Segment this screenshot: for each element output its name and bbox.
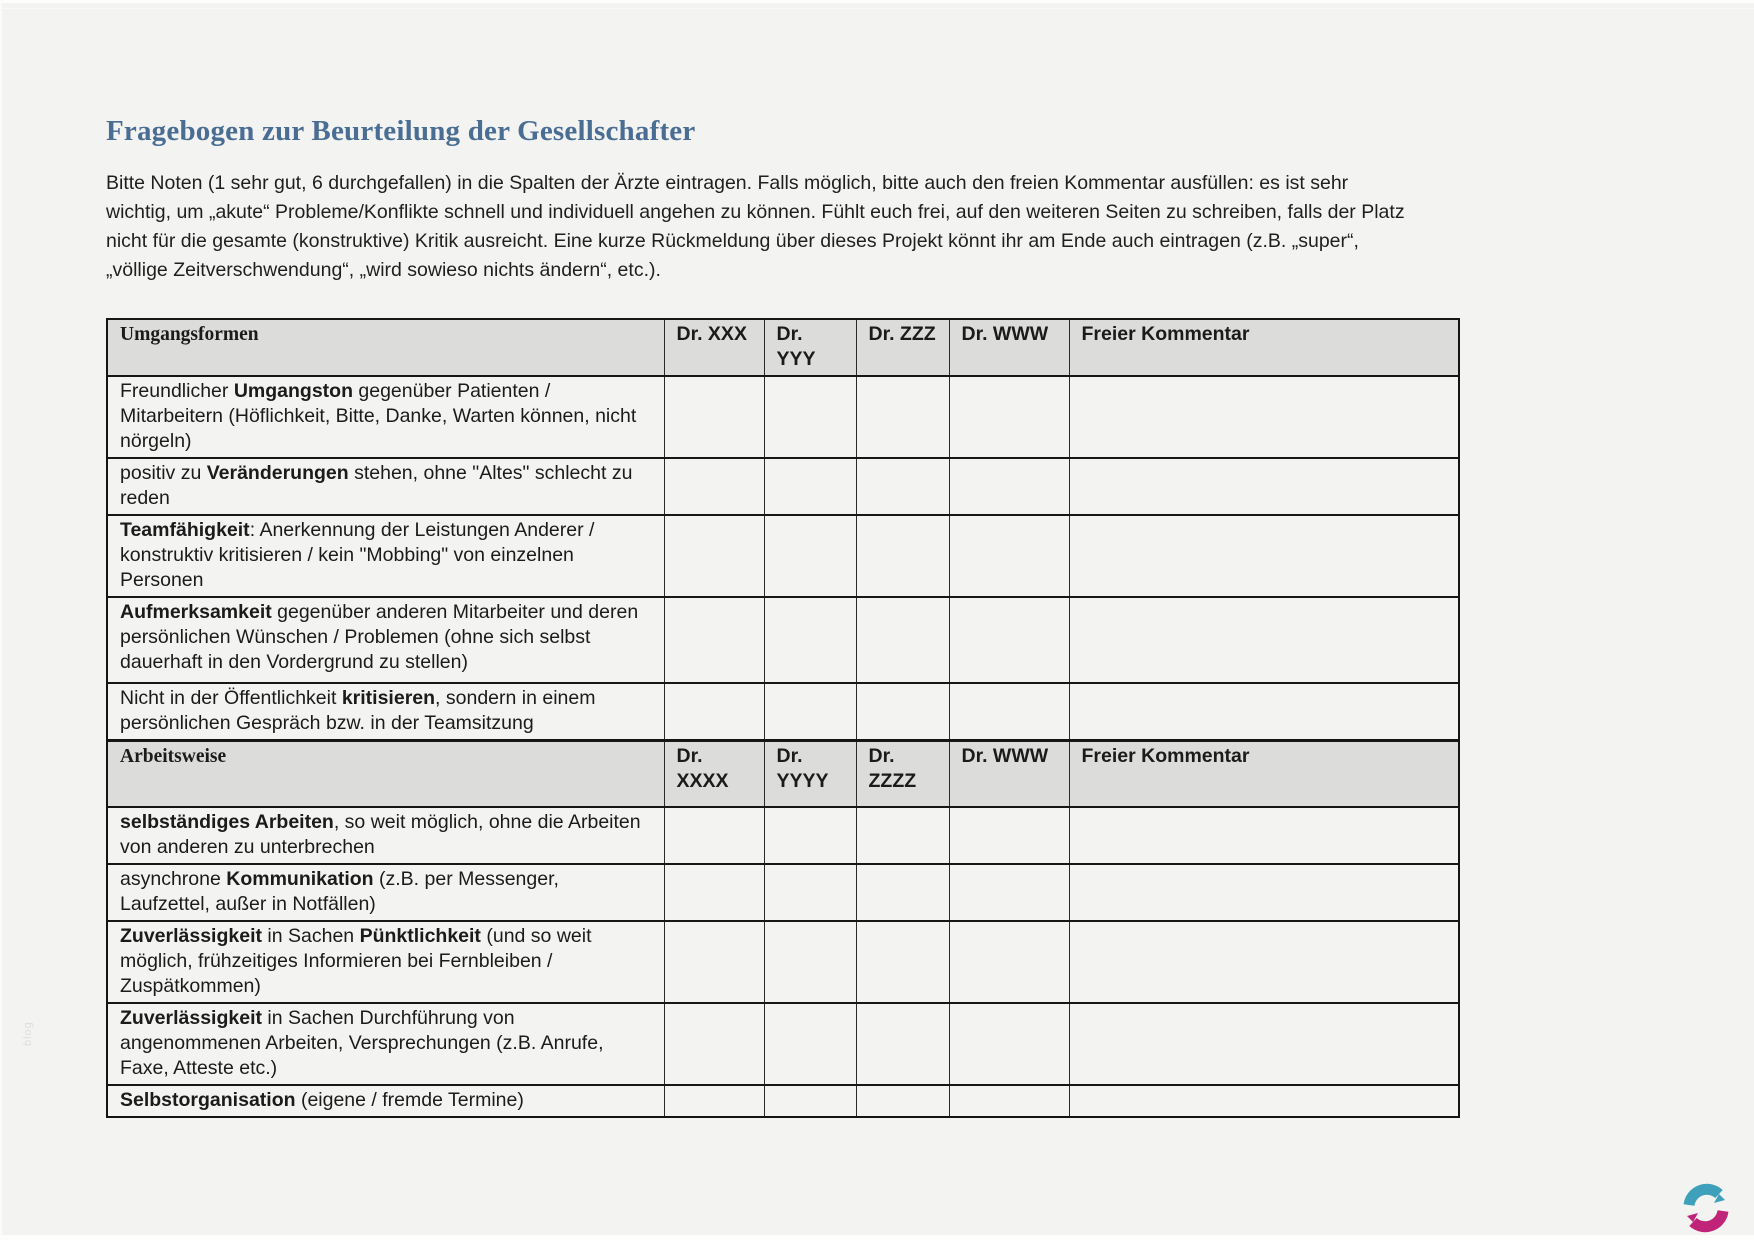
umgangsformen-table <box>106 318 1460 741</box>
comment-cell <box>1069 458 1459 515</box>
grade-cell <box>949 807 1069 864</box>
grade-cell <box>664 807 764 864</box>
arbeitsweise-table <box>106 740 1460 1118</box>
grade-cell <box>949 515 1069 597</box>
table-header-row <box>107 741 1459 807</box>
column-header-dr2: Dr. YYYY <box>764 741 856 807</box>
grade-cell <box>664 458 764 515</box>
criterion-text: asynchrone Kommunikation (z.B. per Messenger, Laufzettel, außer in Notfällen) <box>107 864 664 921</box>
column-header-dr4: Dr. WWW <box>949 741 1069 807</box>
grade-cell <box>856 458 949 515</box>
column-header-dr1: Dr. XXX <box>664 319 764 376</box>
grade-cell <box>949 864 1069 921</box>
criterion-text: Aufmerksamkeit gegenüber anderen Mitarbeiter und deren persönlichen Wünschen / Problemen (ohne sich selbst dauerhaft in den Vordergrund zu stellen) <box>107 597 664 683</box>
criterion-text: Selbstorganisation (eigene / fremde Termine) <box>107 1085 664 1117</box>
criterion-text: Freundlicher Umgangston gegenüber Patienten / Mitarbeitern (Höflichkeit, Bitte, Danke, Warten können, nicht nörgeln) <box>107 376 664 458</box>
grade-cell <box>856 864 949 921</box>
criterion-text: Nicht in der Öffentlichkeit kritisieren, sondern in einem persönlichen Gespräch bzw. in der Teamsitzung <box>107 683 664 740</box>
grade-cell <box>949 1003 1069 1085</box>
column-header-dr3: Dr. ZZZ <box>856 319 949 376</box>
grade-cell <box>664 376 764 458</box>
table-row <box>107 864 1459 921</box>
criterion-text: Teamfähigkeit: Anerkennung der Leistungen Anderer / konstruktiv kritisieren / kein "Mobbing" von einzelnen Personen <box>107 515 664 597</box>
page-title: Fragebogen zur Beurteilung der Gesellschafter <box>106 115 696 148</box>
comment-cell <box>1069 597 1459 683</box>
watermark-text: blog <box>22 1021 34 1046</box>
section-title-umgangsformen: Umgangsformen <box>107 319 664 376</box>
grade-cell <box>949 921 1069 1003</box>
table-header-row <box>107 319 1459 376</box>
comment-cell <box>1069 1085 1459 1117</box>
table-row <box>107 515 1459 597</box>
column-header-kommentar: Freier Kommentar <box>1069 319 1459 376</box>
grade-cell <box>949 683 1069 740</box>
grade-cell <box>664 1003 764 1085</box>
grade-cell <box>764 458 856 515</box>
grade-cell <box>664 1085 764 1117</box>
grade-cell <box>764 1003 856 1085</box>
grade-cell <box>856 376 949 458</box>
table-row <box>107 1085 1459 1117</box>
grade-cell <box>764 807 856 864</box>
grade-cell <box>764 1085 856 1117</box>
table-row <box>107 376 1459 458</box>
section-title-arbeitsweise: Arbeitsweise <box>107 741 664 807</box>
grade-cell <box>856 921 949 1003</box>
table-row <box>107 921 1459 1003</box>
swirl-logo-icon <box>1681 1183 1731 1233</box>
criterion-text: positiv zu Veränderungen stehen, ohne "Altes" schlecht zu reden <box>107 458 664 515</box>
grade-cell <box>664 515 764 597</box>
grade-cell <box>949 458 1069 515</box>
intro-paragraph: Bitte Noten (1 sehr gut, 6 durchgefallen) in die Spalten der Ärzte eintragen. Falls möglich, bitte auch den freien Kommentar ausfüllen: es ist sehr wichtig, um „akute“ Probleme/Konflikte schnell und individuell angehen zu können. Fühlt euch frei, auf den weiteren Seiten zu schreiben, falls der Platz nicht für die gesamte (konstruktive) Kritik ausreicht. Eine kurze Rückmeldung über dieses Projekt könnt ihr am Ende auch eintragen (z.B. „super“, „völlige Zeitverschwendung“, „wird sowieso nichts ändern“, etc.). <box>106 171 1405 281</box>
grade-cell <box>949 597 1069 683</box>
grade-cell <box>949 1085 1069 1117</box>
grade-cell <box>949 376 1069 458</box>
comment-cell <box>1069 1003 1459 1085</box>
criterion-text: Zuverlässigkeit in Sachen Durchführung von angenommenen Arbeiten, Versprechungen (z.B. Anrufe, Faxe, Atteste etc.) <box>107 1003 664 1085</box>
grade-cell <box>764 683 856 740</box>
grade-cell <box>764 515 856 597</box>
grade-cell <box>764 921 856 1003</box>
grade-cell <box>764 864 856 921</box>
table-row <box>107 597 1459 683</box>
comment-cell <box>1069 921 1459 1003</box>
column-header-dr2: Dr. YYY <box>764 319 856 376</box>
grade-cell <box>856 515 949 597</box>
column-header-dr3: Dr. ZZZZ <box>856 741 949 807</box>
comment-cell <box>1069 515 1459 597</box>
comment-cell <box>1069 807 1459 864</box>
criterion-text: selbständiges Arbeiten, so weit möglich, ohne die Arbeiten von anderen zu unterbrechen <box>107 807 664 864</box>
grade-cell <box>856 597 949 683</box>
grade-cell <box>764 376 856 458</box>
column-header-dr4: Dr. WWW <box>949 319 1069 376</box>
page-edge-inner <box>0 8 1754 9</box>
comment-cell <box>1069 376 1459 458</box>
grade-cell <box>764 597 856 683</box>
grade-cell <box>664 921 764 1003</box>
grade-cell <box>664 597 764 683</box>
table-row <box>107 1003 1459 1085</box>
table-row <box>107 458 1459 515</box>
grade-cell <box>664 864 764 921</box>
grade-cell <box>856 1085 949 1117</box>
page-edge-bottom <box>0 1235 1754 1240</box>
grade-cell <box>856 1003 949 1085</box>
column-header-kommentar: Freier Kommentar <box>1069 741 1459 807</box>
grade-cell <box>664 683 764 740</box>
grade-cell <box>856 807 949 864</box>
page-edge-left <box>0 0 2 1240</box>
comment-cell <box>1069 864 1459 921</box>
table-row <box>107 683 1459 740</box>
column-header-dr1: Dr. XXXX <box>664 741 764 807</box>
page-edge-top <box>0 0 1754 3</box>
comment-cell <box>1069 683 1459 740</box>
table-row <box>107 807 1459 864</box>
criterion-text: Zuverlässigkeit in Sachen Pünktlichkeit (und so weit möglich, frühzeitiges Informieren bei Fernbleiben / Zuspätkommen) <box>107 921 664 1003</box>
grade-cell <box>856 683 949 740</box>
